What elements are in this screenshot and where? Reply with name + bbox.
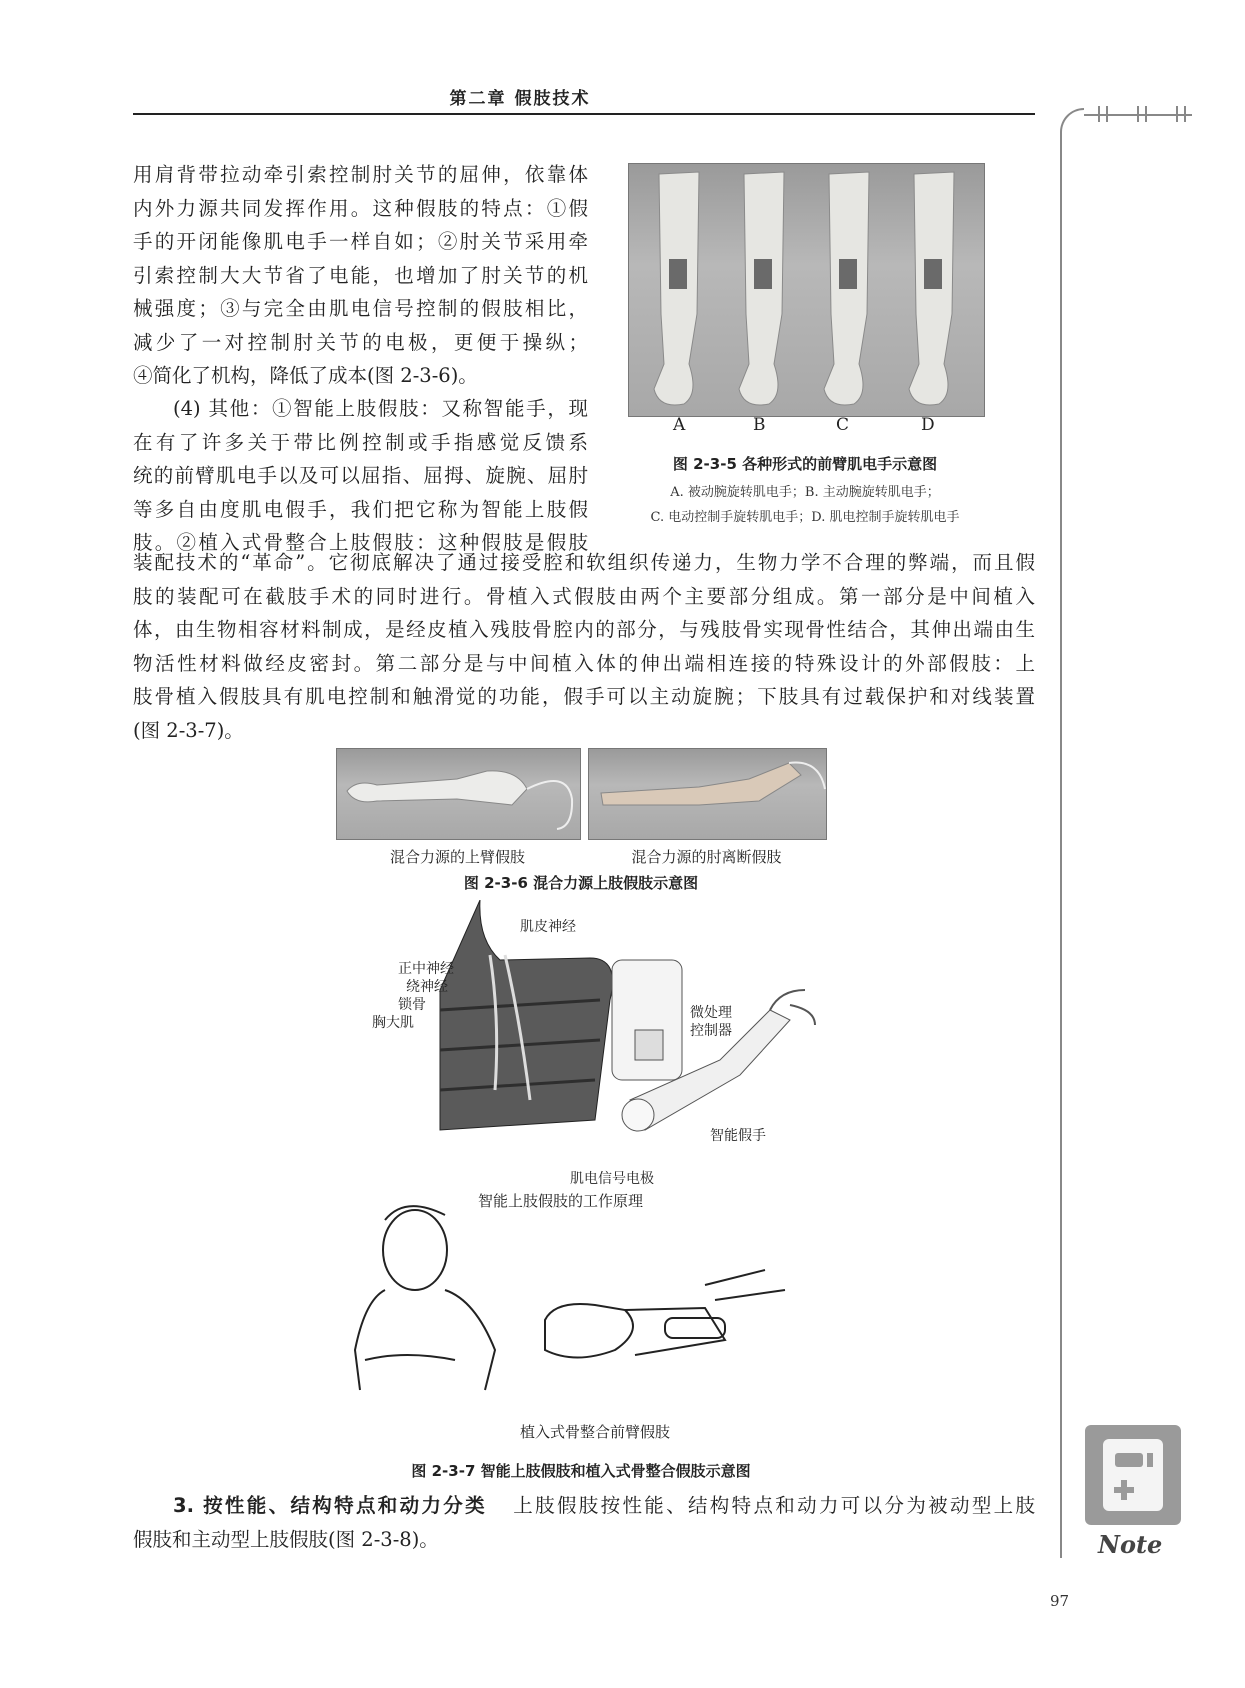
fig-2-3-7-top-title: 智能上肢假肢的工作原理 [478, 1192, 644, 1210]
text-line: 肢。②植入式骨整合上肢假肢：这种假肢是假肢 [133, 531, 588, 554]
fig-2-3-6-caption: 图 2-3-6 混合力源上肢假肢示意图 [463, 874, 699, 892]
label-radial-nerve: 绕神经 [406, 979, 448, 995]
letter-a: A [673, 415, 686, 435]
margin-tick [1098, 106, 1100, 122]
text-line: 假肢和主动型上肢假肢(图 2-3-8)。 [133, 1527, 439, 1551]
margin-frame [1060, 108, 1084, 1558]
label-electrodes: 肌电信号电极 [570, 1171, 654, 1187]
smart-prosthesis-diagram [420, 900, 840, 1165]
chapter-header: 第二章 假肢技术 [449, 89, 591, 109]
note-label: Note [1098, 1530, 1163, 1559]
header-rule [133, 113, 1035, 115]
paragraph-2-column [133, 392, 588, 560]
text-line: 在有了许多关于带比例控制或手指感觉反馈系 [133, 430, 588, 454]
fig-2-3-6-label-right: 混合力源的肘离断假肢 [631, 848, 782, 866]
note-icon-box [1085, 1425, 1181, 1525]
text-line: (图 2-3-7)。 [133, 718, 244, 742]
text-line: 物活性材料做经皮密封。第二部分是与中间植入体的伸出端相连接的特殊设计的外部假肢：上 [133, 651, 1035, 675]
elbow-prosthesis-illustration [589, 749, 826, 839]
text-line: 械强度；③与完全由肌电信号控制的假肢相比， [133, 297, 588, 320]
text-line: 减少了一对控制肘关节的电极，更便于操纵； [133, 330, 588, 354]
fig-2-3-7-caption: 图 2-3-7 智能上肢假肢和植入式骨整合假肢示意图 [411, 1462, 751, 1480]
label-smart-hand: 智能假手 [710, 1128, 766, 1144]
margin-tick [1137, 106, 1139, 122]
text-line: 等多自由度肌电假手，我们把它称为智能上肢假 [133, 497, 588, 521]
text-line: 统的前臂肌电手以及可以屈指、屈拇、旋腕、屈肘 [133, 464, 588, 487]
upper-arm-prosthesis-photo [336, 748, 581, 840]
label-pectoralis: 胸大肌 [372, 1015, 414, 1031]
text-line: 装配技术的“革命”。它彻底解决了通过接受腔和软组织传递力，生物力学不合理的弊端，而且假 [133, 551, 1035, 574]
section-3-heading: 3. 按性能、结构特点和动力分类 [173, 1494, 487, 1517]
upper-arm-prosthesis-illustration [337, 749, 580, 839]
text-line: (4) 其他：①智能上肢假肢：又称智能手，现 [173, 397, 588, 420]
forearm-prosthesis-photo [628, 163, 985, 417]
text-line: 肢的装配可在截肢手术的同时进行。骨植入式假肢由两个主要部分组成。第一部分是中间植入 [133, 584, 1035, 608]
letter-d: D [921, 415, 935, 435]
text-line: 用肩背带拉动牵引索控制肘关节的屈伸，依靠体 [133, 163, 588, 186]
margin-tick [1106, 106, 1108, 122]
elbow-disarticulation-prosthesis-photo [588, 748, 827, 840]
label-processor-1: 微处理 [690, 1005, 732, 1021]
text-line: 引索控制大大节省了电能，也增加了肘关节的机 [133, 263, 588, 287]
text-line: 手的开闭能像肌电手一样自如；②肘关节采用牵 [133, 230, 588, 253]
section-3-paragraph [133, 1489, 1035, 1556]
label-median-nerve: 正中神经 [398, 961, 454, 977]
letter-c: C [836, 415, 850, 435]
letter-b: B [753, 415, 766, 435]
osseointegration-illustration [345, 1190, 815, 1400]
text-line: 肢骨植入假肢具有肌电控制和触滑觉的功能，假手可以主动旋腕；下肢具有过载保护和对线装置 [133, 685, 1035, 708]
fig-2-3-5-subcaption-2: C. 电动控制手旋转肌电手；D. 肌电控制手旋转肌电手 [650, 510, 960, 525]
label-musculocutaneous: 肌皮神经 [520, 919, 576, 935]
text-line: ④简化了机构，降低了成本(图 2-3-6)。 [133, 364, 478, 387]
section-3-first-line [133, 1489, 1035, 1523]
note-icon [1085, 1425, 1181, 1525]
text-line: 体，由生物相容材料制成，是经皮植入残肢骨腔内的部分，与残肢骨实现骨性结合，其伸出端由生 [133, 618, 1035, 641]
fig-2-3-6-label-left: 混合力源的上臂假肢 [389, 848, 525, 866]
paragraph-1 [133, 158, 588, 393]
margin-tick [1145, 106, 1147, 122]
margin-tick [1176, 106, 1178, 122]
text-line: 上肢假肢按性能、结构特点和动力可以分为被动型上肢 [510, 1494, 1035, 1517]
fig-2-3-7-bottom-title: 植入式骨整合前臂假肢 [520, 1423, 671, 1441]
text-line: 内外力源共同发挥作用。这种假肢的特点：①假 [133, 196, 588, 220]
photo-letter-row [628, 415, 983, 439]
margin-tick [1184, 106, 1186, 122]
page-number: 97 [1050, 1592, 1070, 1610]
paragraph-2-full [133, 546, 1035, 747]
label-processor-2: 控制器 [690, 1023, 732, 1039]
fig-2-3-5-caption: 图 2-3-5 各种形式的前臂肌电手示意图 [672, 455, 938, 473]
fig-2-3-5-subcaption-1: A. 被动腕旋转肌电手；B. 主动腕旋转肌电手； [670, 485, 940, 500]
label-clavicle: 锁骨 [398, 997, 426, 1013]
forearm-prostheses-illustration [629, 164, 984, 416]
